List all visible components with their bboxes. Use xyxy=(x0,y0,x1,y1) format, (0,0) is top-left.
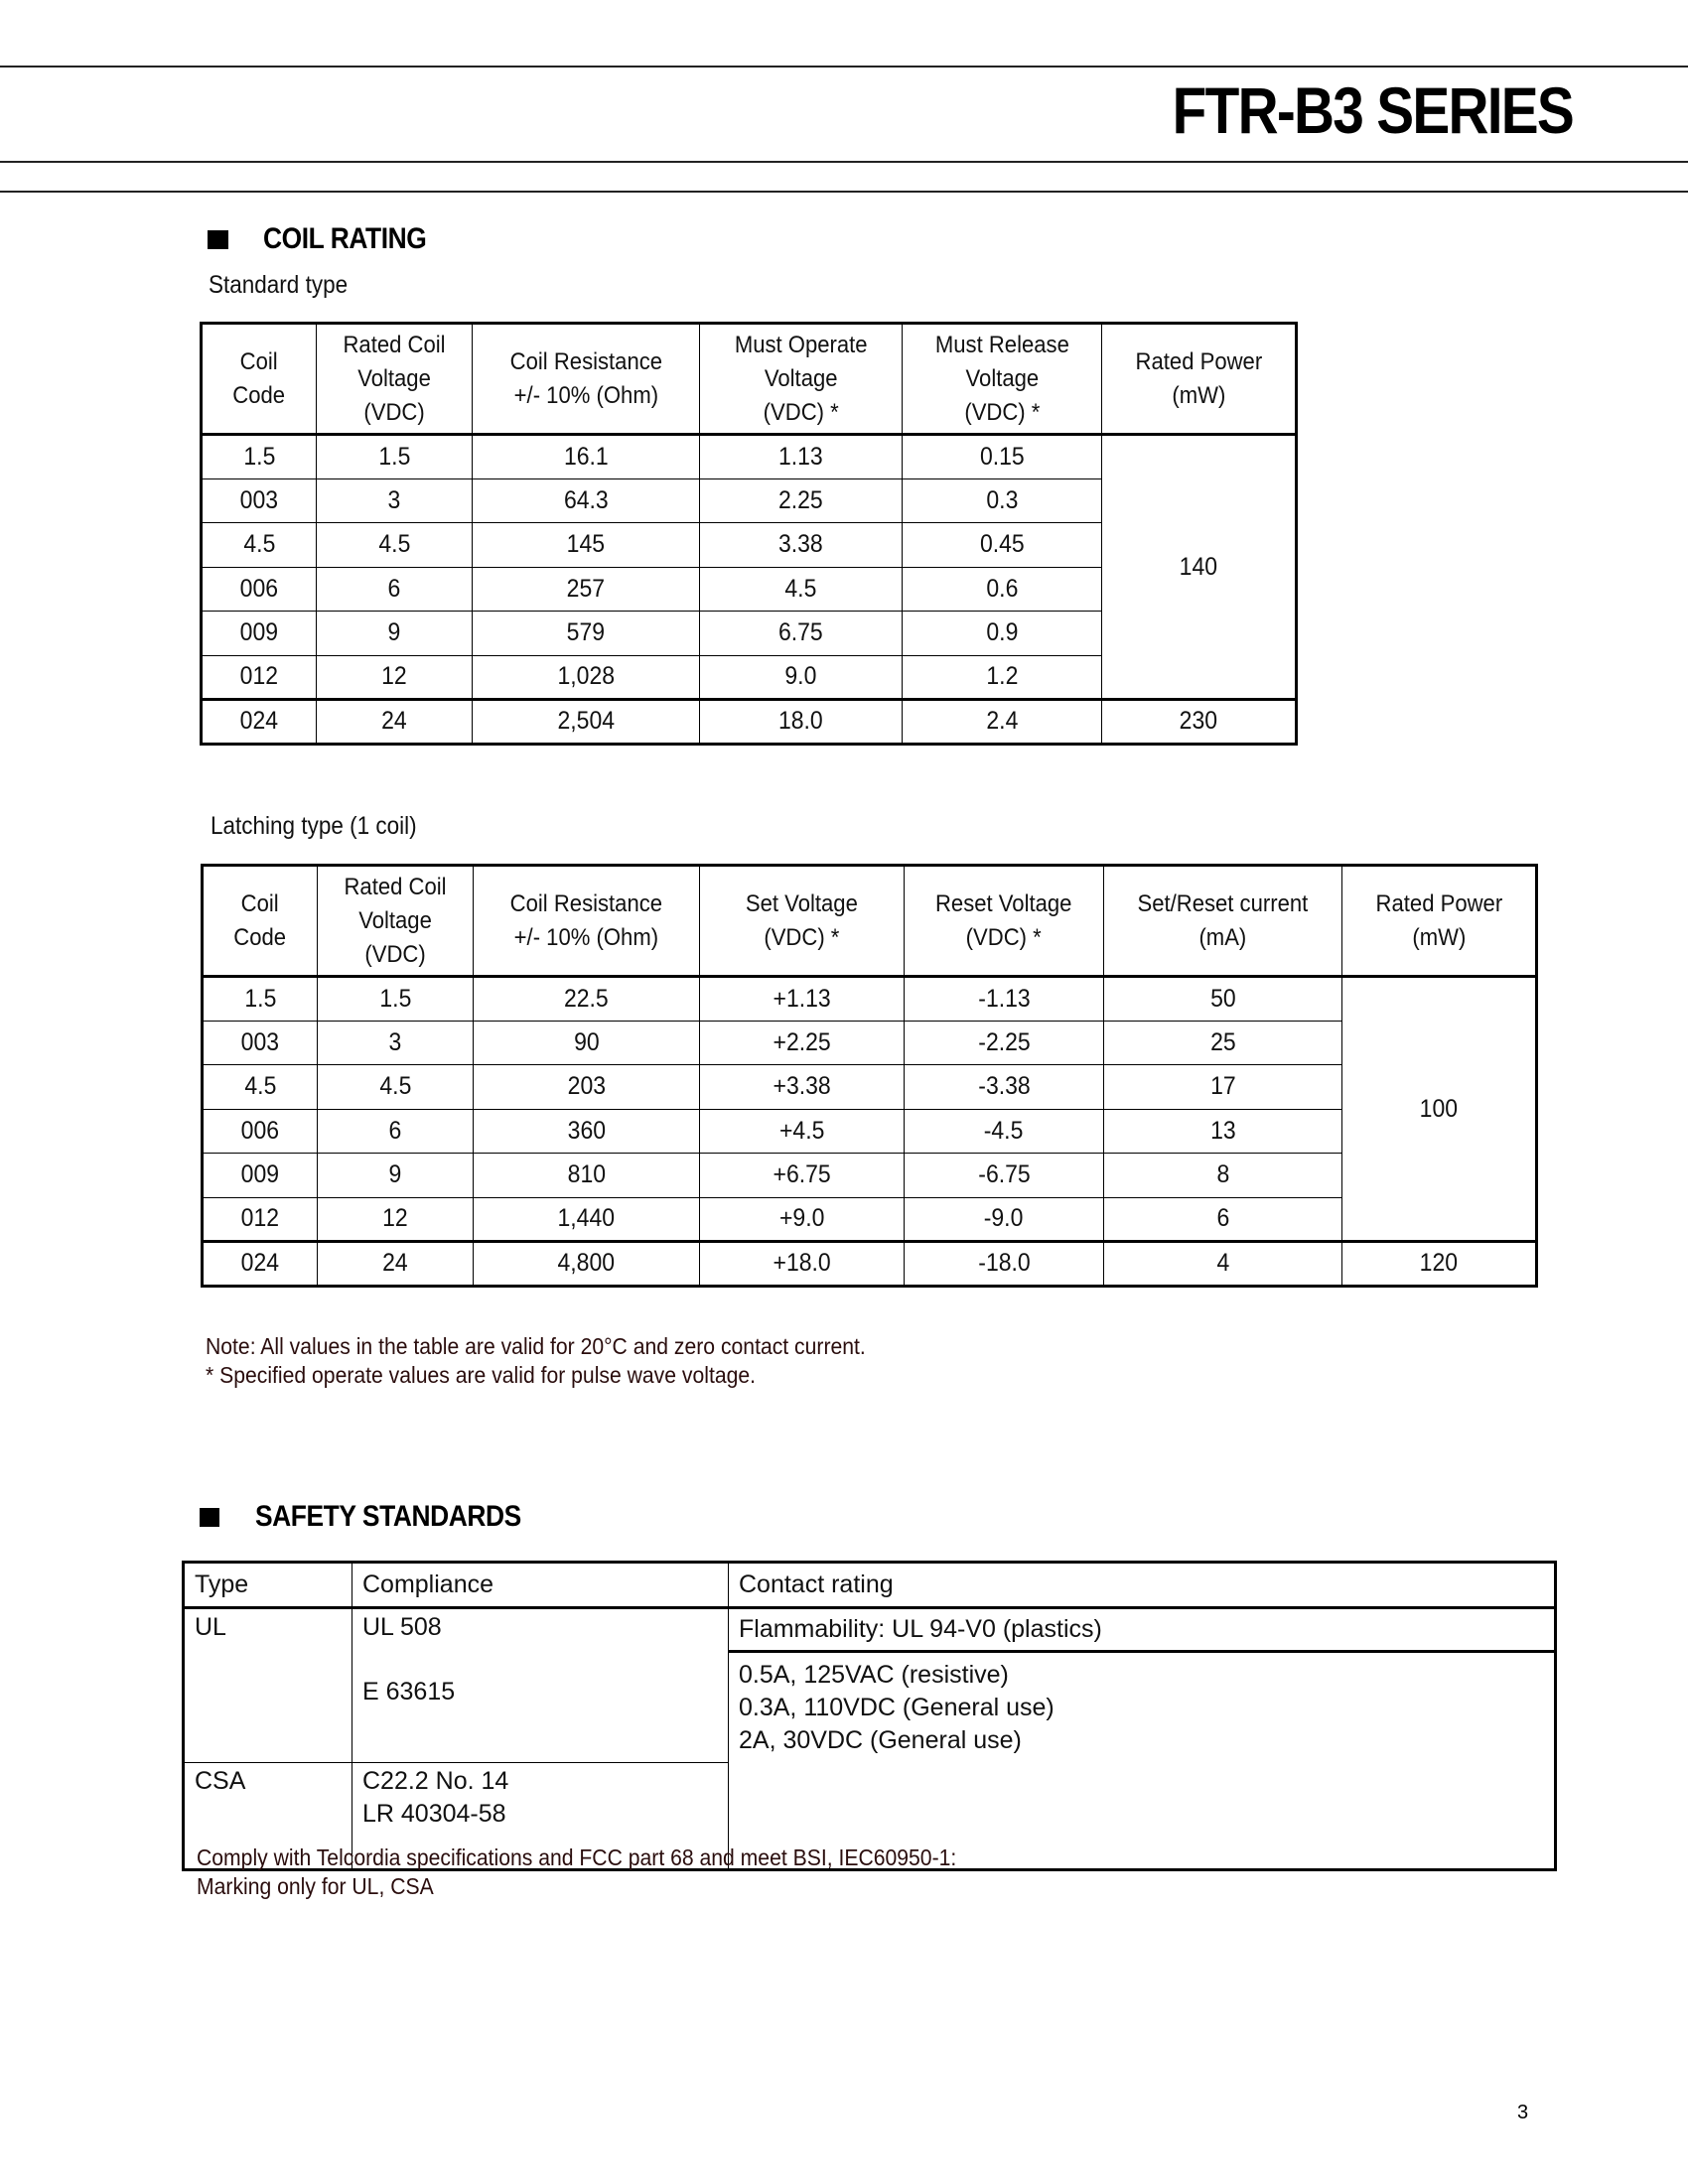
cell-rated-power: 230 xyxy=(1102,700,1297,745)
cell-code: 024 xyxy=(203,1242,318,1287)
cell-contact-ratings: 0.5A, 125VAC (resistive) 0.3A, 110VDC (General use) 2A, 30VDC (General use) xyxy=(729,1652,1556,1870)
footnote-line: Comply with Telcordia specifications and FCC part 68 and meet BSI, IEC60950-1: xyxy=(197,1844,957,1870)
section-title: SAFETY STANDARDS xyxy=(255,1500,521,1533)
cell-type-csa: CSA xyxy=(184,1763,352,1870)
cell-operate: 3.38 xyxy=(700,523,903,568)
cell-reset-voltage: -2.25 xyxy=(905,1021,1104,1065)
table-header-row xyxy=(184,1563,1556,1608)
cell-reset-voltage: -3.38 xyxy=(905,1065,1104,1110)
cell-current: 13 xyxy=(1104,1109,1342,1154)
footnote-line: Marking only for UL, CSA xyxy=(197,1873,434,1899)
cell-reset-voltage: -6.75 xyxy=(905,1154,1104,1198)
table-row xyxy=(203,977,1537,1022)
cell-release: 0.45 xyxy=(903,523,1102,568)
cell-current: 25 xyxy=(1104,1021,1342,1065)
standard-coil-table xyxy=(200,322,1298,746)
cell-resistance: 203 xyxy=(474,1065,700,1110)
cell-voltage: 6 xyxy=(317,567,473,612)
cell-release: 0.9 xyxy=(903,612,1102,656)
cell-type-ul: UL xyxy=(184,1608,352,1763)
cell-release: 1.2 xyxy=(903,655,1102,700)
table-row xyxy=(203,1021,1537,1065)
cell-current: 4 xyxy=(1104,1242,1342,1287)
table-row xyxy=(202,700,1297,745)
table-row xyxy=(202,435,1297,479)
table-row xyxy=(203,1065,1537,1110)
cell-release: 0.3 xyxy=(903,478,1102,523)
table-row xyxy=(203,1154,1537,1198)
cell-set-voltage: +6.75 xyxy=(700,1154,905,1198)
safety-footnote xyxy=(197,1843,956,1901)
page-number: 3 xyxy=(1517,2102,1529,2123)
table-row xyxy=(203,1109,1537,1154)
cell-reset-voltage: -1.13 xyxy=(905,977,1104,1022)
cell-set-voltage: +3.38 xyxy=(700,1065,905,1110)
col-header-type: Type xyxy=(184,1563,352,1608)
coil-rating-heading xyxy=(208,222,449,256)
square-bullet-icon xyxy=(200,1508,219,1527)
cell-voltage: 24 xyxy=(317,700,473,745)
col-header-contact-rating: Contact rating xyxy=(729,1563,1556,1608)
col-header-coil-resistance: Coil Resistance +/- 10% (Ohm) xyxy=(474,866,700,977)
cell-set-voltage: +4.5 xyxy=(700,1109,905,1154)
cell-resistance: 1,440 xyxy=(474,1197,700,1242)
cell-resistance: 64.3 xyxy=(473,478,700,523)
note-line: Note: All values in the table are valid for 20°C and zero contact current. xyxy=(206,1333,866,1359)
table-row xyxy=(203,1242,1537,1287)
standard-type-label: Standard type xyxy=(209,271,349,299)
cell-code: 003 xyxy=(202,478,317,523)
cell-voltage: 4.5 xyxy=(318,1065,474,1110)
col-header-must-release: Must Release Voltage (VDC) * xyxy=(903,324,1102,435)
cell-current: 17 xyxy=(1104,1065,1342,1110)
cell-code: 1.5 xyxy=(203,977,318,1022)
cell-code: 4.5 xyxy=(202,523,317,568)
col-header-coil-code: Coil Code xyxy=(202,324,317,435)
cell-resistance: 145 xyxy=(473,523,700,568)
cell-voltage: 3 xyxy=(317,478,473,523)
coil-notes xyxy=(206,1332,866,1390)
cell-code: 1.5 xyxy=(202,435,317,479)
cell-resistance: 22.5 xyxy=(474,977,700,1022)
header-rule-top xyxy=(0,66,1688,68)
cell-voltage: 12 xyxy=(318,1197,474,1242)
safety-standards-heading xyxy=(200,1500,557,1534)
cell-resistance: 1,028 xyxy=(473,655,700,700)
square-bullet-icon xyxy=(208,230,228,249)
col-header-set-voltage: Set Voltage (VDC) * xyxy=(700,866,905,977)
cell-code: 4.5 xyxy=(203,1065,318,1110)
page-title: FTR-B3 SERIES xyxy=(1172,73,1573,147)
cell-code: 009 xyxy=(203,1154,318,1198)
cell-rated-power-merged: 140 xyxy=(1102,435,1297,700)
cell-release: 2.4 xyxy=(903,700,1102,745)
cell-resistance: 4,800 xyxy=(474,1242,700,1287)
table-header-row xyxy=(202,324,1297,435)
cell-current: 6 xyxy=(1104,1197,1342,1242)
cell-code: 012 xyxy=(202,655,317,700)
cell-code: 006 xyxy=(202,567,317,612)
cell-voltage: 4.5 xyxy=(317,523,473,568)
col-header-reset-voltage: Reset Voltage (VDC) * xyxy=(905,866,1104,977)
cell-set-voltage: +9.0 xyxy=(700,1197,905,1242)
cell-voltage: 12 xyxy=(317,655,473,700)
cell-resistance: 810 xyxy=(474,1154,700,1198)
cell-voltage: 6 xyxy=(318,1109,474,1154)
cell-operate: 4.5 xyxy=(700,567,903,612)
cell-resistance: 360 xyxy=(474,1109,700,1154)
cell-resistance: 16.1 xyxy=(473,435,700,479)
cell-voltage: 9 xyxy=(318,1154,474,1198)
cell-release: 0.15 xyxy=(903,435,1102,479)
cell-code: 006 xyxy=(203,1109,318,1154)
cell-set-voltage: +1.13 xyxy=(700,977,905,1022)
cell-set-voltage: +2.25 xyxy=(700,1021,905,1065)
latching-type-label: Latching type (1 coil) xyxy=(211,812,417,840)
cell-code: 003 xyxy=(203,1021,318,1065)
cell-operate: 2.25 xyxy=(700,478,903,523)
cell-compliance-csa: C22.2 No. 14 LR 40304-58 xyxy=(352,1763,729,1870)
cell-resistance: 257 xyxy=(473,567,700,612)
section-title: COIL RATING xyxy=(263,222,427,255)
col-header-rated-power: Rated Power (mW) xyxy=(1342,866,1537,977)
col-header-compliance: Compliance xyxy=(352,1563,729,1608)
cell-voltage: 9 xyxy=(317,612,473,656)
cell-operate: 6.75 xyxy=(700,612,903,656)
cell-operate: 18.0 xyxy=(700,700,903,745)
cell-current: 50 xyxy=(1104,977,1342,1022)
cell-code: 009 xyxy=(202,612,317,656)
table-row xyxy=(203,1197,1537,1242)
col-header-rated-voltage: Rated Coil Voltage (VDC) xyxy=(318,866,474,977)
cell-voltage: 1.5 xyxy=(318,977,474,1022)
cell-voltage: 3 xyxy=(318,1021,474,1065)
table-row-ul xyxy=(184,1608,1556,1652)
cell-rated-power: 120 xyxy=(1342,1242,1537,1287)
cell-code: 024 xyxy=(202,700,317,745)
cell-flammability: Flammability: UL 94-V0 (plastics) xyxy=(729,1608,1556,1652)
safety-standards-table xyxy=(182,1561,1557,1871)
cell-reset-voltage: -18.0 xyxy=(905,1242,1104,1287)
table-header-row xyxy=(203,866,1537,977)
header-rule-bottom xyxy=(0,191,1688,193)
cell-operate: 1.13 xyxy=(700,435,903,479)
cell-voltage: 24 xyxy=(318,1242,474,1287)
note-line: * Specified operate values are valid for pulse wave voltage. xyxy=(206,1362,757,1388)
cell-code: 012 xyxy=(203,1197,318,1242)
col-header-coil-code: Coil Code xyxy=(203,866,318,977)
header-rule-middle xyxy=(0,161,1688,163)
latching-coil-table xyxy=(201,864,1538,1288)
cell-reset-voltage: -4.5 xyxy=(905,1109,1104,1154)
col-header-rated-voltage: Rated Coil Voltage (VDC) xyxy=(317,324,473,435)
cell-reset-voltage: -9.0 xyxy=(905,1197,1104,1242)
cell-set-voltage: +18.0 xyxy=(700,1242,905,1287)
cell-release: 0.6 xyxy=(903,567,1102,612)
cell-current: 8 xyxy=(1104,1154,1342,1198)
cell-voltage: 1.5 xyxy=(317,435,473,479)
col-header-must-operate: Must Operate Voltage (VDC) * xyxy=(700,324,903,435)
col-header-coil-resistance: Coil Resistance +/- 10% (Ohm) xyxy=(473,324,700,435)
cell-rated-power-merged: 100 xyxy=(1342,977,1537,1242)
cell-resistance: 579 xyxy=(473,612,700,656)
cell-resistance: 2,504 xyxy=(473,700,700,745)
col-header-rated-power: Rated Power (mW) xyxy=(1102,324,1297,435)
cell-operate: 9.0 xyxy=(700,655,903,700)
col-header-set-reset-current: Set/Reset current (mA) xyxy=(1104,866,1342,977)
cell-resistance: 90 xyxy=(474,1021,700,1065)
cell-compliance-ul: UL 508 E 63615 xyxy=(352,1608,729,1763)
